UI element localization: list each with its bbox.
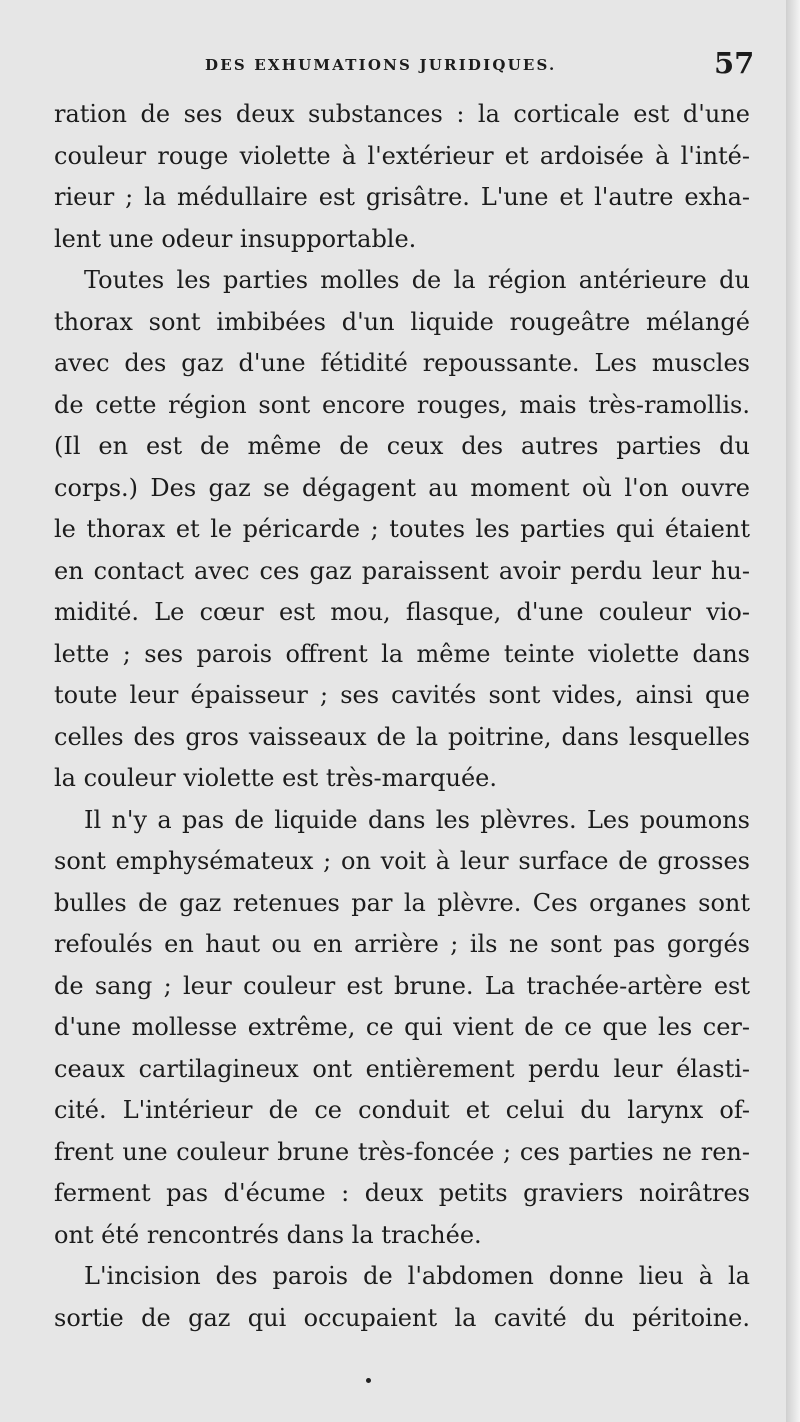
text-line: ration de ses deux substances : la corticale est d'une [54, 100, 750, 128]
body-text [54, 94, 750, 1339]
page-number: 57 [714, 46, 755, 80]
text-line: ont été rencontrés dans la trachée. [54, 1220, 482, 1249]
text-line: refoulés en haut ou en arrière ; ils ne sont pas gorgés [54, 930, 750, 958]
text-line: de cette région sont encore rouges, mais très-ramollis. [54, 390, 750, 419]
text-line: d'une mollesse extrême, ce qui vient de ce que les cer- [54, 1013, 750, 1041]
running-title: DES EXHUMATIONS JURIDIQUES. [205, 56, 557, 74]
text-line: thorax sont imbibées d'un liquide rougeâtre mélangé [54, 307, 750, 336]
text-line: couleur rouge violette à l'extérieur et ardoisée à l'inté- [54, 141, 750, 170]
text-line: la couleur violette est très-marquée. [54, 764, 498, 792]
text-line: bulles de gaz retenues par la plèvre. Ces organes sont [54, 888, 750, 917]
text-line: corps.) Des gaz se dégagent au moment où l'on ouvre [54, 473, 750, 502]
text-line: L'incision des parois de l'abdomen donne lieu à la [84, 1262, 750, 1290]
running-head [0, 46, 786, 86]
text-line: Toutes les parties molles de la région antérieure du [84, 266, 750, 294]
text-line: celles des gros vaisseaux de la poitrine, dans lesquelles [54, 722, 750, 751]
text-line: de sang ; leur couleur est brune. La trachée-artère est [54, 971, 750, 1000]
text-line: midité. Le cœur est mou, flasque, d'une couleur vio- [54, 598, 750, 626]
text-line: sortie de gaz qui occupaient la cavité du péritoine. [54, 1303, 750, 1332]
text-line: lent une odeur insupportable. [54, 224, 417, 253]
text-line: avec des gaz d'une fétidité repoussante. Les muscles [54, 349, 750, 377]
text-line: ceaux cartilagineux ont entièrement perdu leur élasti- [54, 1054, 750, 1083]
text-line: le thorax et le péricarde ; toutes les parties qui étaient [54, 515, 750, 543]
text-line: rieur ; la médullaire est grisâtre. L'une et l'autre exha- [54, 183, 750, 211]
text-line: ferment pas d'écume : deux petits graviers noirâtres [54, 1179, 750, 1207]
text-line: (Il en est de même de ceux des autres parties du [54, 432, 750, 460]
text-line: lette ; ses parois offrent la même teinte violette dans [54, 639, 750, 668]
printer-mark [366, 1378, 371, 1383]
text-line: toute leur épaisseur ; ses cavités sont vides, ainsi que [54, 681, 750, 709]
text-line: cité. L'intérieur de ce conduit et celui du larynx of- [54, 1096, 750, 1124]
text-line: Il n'y a pas de liquide dans les plèvres. Les poumons [84, 805, 750, 834]
text-line: frent une couleur brune très-foncée ; ces parties ne ren- [54, 1137, 750, 1166]
page-edge [786, 0, 800, 1422]
text-line: sont emphysémateux ; on voit à leur surface de grosses [54, 847, 750, 875]
text-line: en contact avec ces gaz paraissent avoir perdu leur hu- [54, 556, 750, 585]
